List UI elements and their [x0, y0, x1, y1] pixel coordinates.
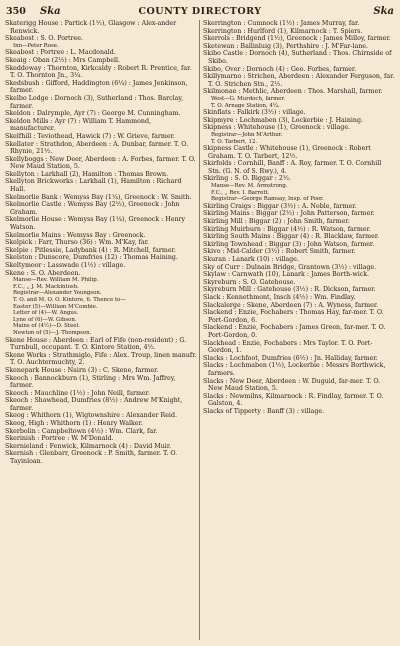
directory-entry: Skenepark House : Nairn (3) : C. Skene, farmer. — [5, 366, 159, 374]
directory-entry: Skeltymoor : Lasswade (1½) : village. — [5, 262, 126, 269]
directory-entry: Skeaig : Oban (2½) : Mrs Campbell. — [5, 56, 120, 64]
directory-entry: Newton of (5)—J. Thompson. — [13, 329, 92, 336]
directory-entry: Skellyton : Larkhall (2), Hamilton : Thomas Brown. — [5, 170, 169, 178]
directory-entry: Skirling Muirburn : Biggar (4½) : R. Watson, farmer. — [203, 225, 371, 233]
directory-entry: Registrar—Alexander Youngson. — [13, 290, 102, 297]
right-column — [203, 20, 395, 640]
directory-entry: T. O. Tarbert, 12. — [211, 138, 258, 145]
directory-entry: Skibo, Over : Dornoch (4) : Geo. Forbes, farmer. — [203, 65, 357, 73]
directory-entry: Skerrols : Bridgend (1½), Greenock : James Milloy, farmer. — [203, 35, 391, 43]
directory-entry: Skene Works : Strathmiglo, Fife : Alex. Troup, linen manufr. T. O. Auchtermuchty, 2. — [5, 351, 197, 367]
directory-entry: Skeabost : Portree : L. Macdonald. — [5, 49, 116, 57]
guide-word-left: Ska — [40, 6, 61, 17]
directory-entry: Slackend : Enzie, Fochabers : James Green, far-mer. T. O. Port-Gordon, 0. — [203, 324, 386, 339]
directory-entry: Skelpie : Pitlessie, Ladybank (4) : R. Mitchell, farmer. — [5, 246, 176, 254]
directory-entry: Slackalerge : Skene, Aberdeen (7) : A. Wyness, farmer. — [203, 301, 379, 309]
directory-entry: Skeldon Mills : Ayr (7) : William T. Hammond, manufacturer. — [5, 117, 151, 133]
directory-entry: Skeoch : Bannockburn (1), Stirling : Mrs Wm. Jaffrey, farmer. — [5, 374, 176, 390]
column-divider — [199, 20, 200, 640]
directory-entry: Skipness : Whitehouse (1), Greenock : village. — [203, 124, 351, 132]
directory-entry: Skeldon : Dalrymple, Ayr (7) : George M. Cunningham. — [5, 110, 181, 118]
directory-entry: Letter of (4)—W. Angus. — [13, 310, 79, 317]
directory-entry: Slacks : Lochfoot, Dumfries (6½) : Jn. Halliday, farmer. — [203, 354, 378, 362]
directory-entry: Skilmonae : Methlic, Aberdeen : Thos. Marshall, farmer. — [203, 88, 383, 96]
directory-entry: Skirling Mains : Biggar (2½) : John Patterson, farmer. — [203, 210, 375, 218]
directory-entry: Skene House : Aberdeen : Earl of Fife (non-resident) ; G. Turnbull, occupant. T. O. Kintore Station, 4½. — [5, 336, 187, 352]
directory-entry: Skernieland : Fenwick, Kilmarnock (4) : David Muir. — [5, 442, 172, 450]
directory-entry: F.C., „ J. M. Mackintosh. — [13, 283, 79, 290]
directory-entry: Skelmorlie Mains : Wemyss Bay : Greenock. — [5, 231, 146, 239]
directory-entry: Skedsbush : Gifford, Haddington (6¼) : James Jenkinson, farmer. — [5, 79, 188, 95]
directory-entry: Skyreburn Mill : Gatehouse (3½) : R. Dickson, farmer. — [203, 286, 376, 294]
directory-entry: Skuran : Lanark (10) : village. — [203, 256, 299, 263]
directory-entry: Skelpick : Farr, Thurso (36) : Wm. M'Kay, far. — [5, 239, 150, 247]
page-title: COUNTY DIRECTORY — [138, 6, 262, 17]
directory-entry: Slackhead : Enzie, Fochabers : Mrs Taylor. T. O. Port-Gordon, 1. — [203, 339, 373, 355]
directory-entry: Slacks : New Deer, Aberdeen : W. Duguid, far-mer. T. O. New Maud Station, 5. — [203, 377, 381, 393]
directory-entry: Skeog, High : Whithorn (1) : Henry Walker. — [5, 420, 143, 428]
directory-entry: Skene : S. O. Aberdeen. — [5, 269, 81, 277]
directory-entry: Skirling South Mains : Biggar (4) : R. Blacklaw, farmer. — [203, 233, 380, 241]
directory-entry: Manse—Rev. William M. Philip. — [13, 277, 99, 284]
directory-entry: Skellyboggs : New Deer, Aberdeen : A. Forbes, farmer. T. O. New Maud Station, 5. — [5, 155, 196, 171]
directory-entry: Skelston : Dunscore, Dumfries (12) : Thomas Haining. — [5, 254, 178, 262]
directory-entry: Skibo Castle : Dornoch (4), Sutherland : Thos. Chirnside of Skibo. — [203, 50, 392, 65]
directory-entry: Skipmyre : Lochmaben (3), Lockerbie : J. Haining. — [203, 116, 363, 124]
directory-entry: Skirling Townhead : Biggar (3) : John Watson, farmer. — [203, 240, 375, 248]
directory-entry: Skernish : Glenbarr, Greenock : P. Smith, farmer. T. O. Tayinloan. — [5, 450, 178, 466]
directory-entry: Skellyton Brickworks : Larkhall (1), Hamilton : Richard Hall. — [5, 178, 182, 194]
directory-entry: T. O. and M. O. O. Kintore, 6. Thence to— — [13, 296, 126, 303]
directory-entry: Registrar—George Ramsay, Insp. of Poor. — [211, 196, 324, 203]
directory-entry: Slack : Kennethmont, Insch (4½) : Wm. Findlay. — [203, 293, 356, 301]
directory-entry: Skeog : Whithorn (1), Wigtownshire : Alexander Reid. — [5, 412, 177, 420]
directory-entry: Skerrington : Hurlford (1), Kilmarnock : T. Spiers. — [203, 27, 363, 35]
directory-entry: Sketewan : Ballinluig (3), Perthshire : J. M'Far-lane. — [203, 42, 368, 50]
directory-entry: Mains of (4½)—D. Steel. — [13, 323, 80, 330]
directory-entry: Skeoch : Mauchline (1½) : John Neill, farmer. — [5, 389, 150, 397]
directory-entry: Skivo : Mid-Calder (3½) : Robert Smith, farmer. — [203, 248, 356, 256]
directory-entry: Skelmorlie House : Wemyss Bay (1¼), Greenock : Henry Watson. — [5, 216, 186, 232]
directory-entry: Skinflats : Falkirk (3½) : village. — [203, 109, 306, 117]
directory-entry: Skaterigg House : Partick (1½), Glasgow : Alex-ander Renwick. — [5, 20, 177, 35]
directory-entry: Skeddoway : Thornton, Kirkcaldy : Robert R. Prentice, far. T. O. Thornton Jn., 3¼. — [5, 64, 192, 80]
directory-entry: Slackend : Enzie, Fochabers : Thomas Hay, far-mer. T. O. Port-Gordon, 6. — [203, 309, 384, 324]
directory-entry: Registrar—John M'Arthur. — [211, 131, 283, 138]
directory-entry: Skylaw : Carnwath (10), Lanark : James Borth-wick. — [203, 271, 370, 279]
directory-entry: Skipness Castle : Whitehouse (1), Greenock : Robert Graham. T. O. Tarbert, 12½. — [203, 145, 371, 160]
directory-entry: Slacks : Newmilns, Kilmarnock : R. Findlay, farmer. T. O. Galston, 4. — [203, 392, 384, 408]
directory-entry: Slacks of Tipperty : Banff (3) : village. — [203, 407, 325, 415]
directory-entry: Skeoch : Shawhead, Dumfries (8½) : Andrew M'Knight, farmer. — [5, 397, 183, 412]
directory-entry: Skelfhill : Teviothead, Hawick (7) : W. Grieve, farmer. — [5, 132, 175, 140]
directory-entry: Easter (5)—William M'Combie. — [13, 303, 98, 310]
left-column — [5, 20, 197, 640]
directory-entry: Skyreburn : S. O. Gatehouse. — [203, 278, 296, 286]
directory-entry: Skirling Craigs : Biggar (3½) : A. Noble, farmer. — [203, 202, 357, 210]
directory-entry: Skelbo Lodge : Dornoch (3), Sutherland : Thos. Barclay, farmer. — [5, 94, 184, 110]
directory-entry: T. O. Arnage Station, 4¼. — [211, 102, 280, 109]
page-number: 350 — [6, 6, 26, 17]
directory-entry: Skirling : S. O. Biggar : 2½. — [203, 175, 291, 183]
directory-entry: Skerbolin : Campbeltown (4½) : Wm. Clark, far. — [5, 427, 158, 435]
directory-entry: Skelmorlie Bank : Wemyss Bay (1¼), Greenock : W. Smith. — [5, 193, 192, 201]
directory-entry: Skellater : Strathdon, Aberdeen : A. Dunbar, farmer. T. O. Rhynie, 21½. — [5, 140, 189, 156]
directory-entry: Skeabost : S. O. Portree. — [5, 35, 83, 43]
directory-entry: Manse—Rev. M. Armstrong. — [211, 183, 288, 190]
directory-entry: Skerinish : Portree : W. M'Donald. — [5, 435, 114, 443]
guide-word-right: Ska — [373, 6, 394, 17]
directory-entry: Skelmorlie Castle : Wemyss Bay (2½), Greenock : John Graham. — [5, 201, 180, 216]
directory-entry: Inn—Peter Rose. — [13, 42, 59, 49]
directory-entry: Slacks : Lochmaben (1½), Lockerbie : Messrs Borthwick, farmers. — [203, 362, 386, 377]
directory-entry: West—G. Murdoch, farmer. — [211, 95, 286, 102]
directory-entry: Skirling Mill : Biggar (2) : John Smith, farmer. — [203, 218, 350, 226]
directory-entry: Skirfolds : Cornhill, Banff : A. Roy, farmer. T. O. Cornhill Stn. (G. N. of S. Rwy.), 4. — [203, 160, 382, 175]
directory-entry: Skerrington : Cumnock (1½) : James Murray, far. — [203, 20, 360, 27]
directory-entry: Skillymarno : Strichen, Aberdeen : Alexander Ferguson, far. T. O. Strichen Stn., 2½. — [203, 73, 395, 88]
directory-entry: Sky of Curr : Dulnain Bridge, Grantown (3½) : village. — [203, 263, 377, 271]
directory-entry: Lyne of (6)—W. Gibson. — [13, 316, 77, 323]
directory-entry: F.C., „ Rev. I. Barrett. — [211, 189, 270, 196]
